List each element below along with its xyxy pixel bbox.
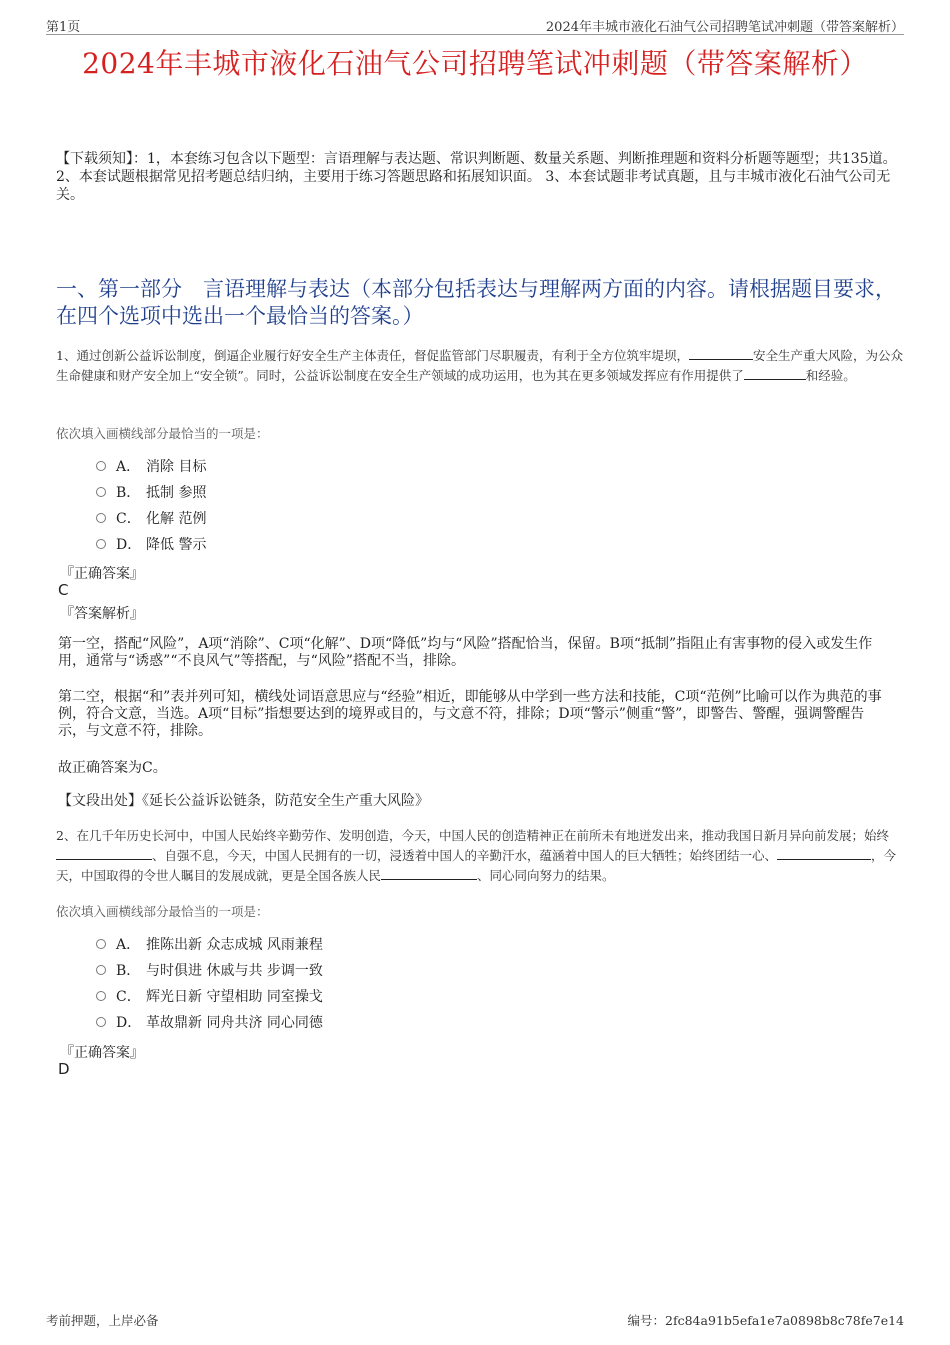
blank-line xyxy=(381,866,477,880)
blank-line xyxy=(689,346,753,360)
header-doc-title: 2024年丰城市液化石油气公司招聘笔试冲刺题（带答案解析） xyxy=(545,20,904,35)
blank-line xyxy=(56,846,152,860)
section-heading: 一、第一部分 言语理解与表达（本部分包括表达与理解两方面的内容。请根据题目要求，在四个选项中选出一个最恰当的答案。） xyxy=(56,277,896,328)
source-citation: 【文段出处】《延长公益诉讼链条，防范安全生产重大风险》 xyxy=(58,793,429,809)
radio-icon[interactable] xyxy=(96,461,106,471)
question-2-stem: 2、在几千年历史长河中，中国人民始终辛勤劳作、发明创造，今天，中国人民的创造精神正在前所未有地迸发出来，推动我国日新月异向前发展；始终、自强不息，今天，中国人民拥有的一切，浸透着中国人的辛勤汗水，蕴涵着中国人的巨大牺牲；始终团结一心、 ，今天，中国取得的令世人瞩目的发展成就，更是全国各族人民 、同心同向努力的结果。 xyxy=(56,828,897,883)
question-1-stem: 1、通过创新公益诉讼制度，倒逼企业履行好安全生产主体责任，督促监管部门尽职履责，有利于全方位筑牢堤坝， 安全生产重大风险，为公众生命健康和财产安全加上“安全锁”。同时，公益诉讼制度在安全生产领域的成功运用，也为其在更多领域发挥应有作用提供了 和经验。 xyxy=(56,348,903,383)
question-2-instruction: 依次填入画横线部分最恰当的一项是： xyxy=(56,904,269,919)
question-2-options xyxy=(96,931,496,1035)
footer-slogan: 考前押题，上岸必备 xyxy=(46,1313,159,1328)
footer-doc-id: 编号：2fc84a91b5efa1e7a0898b8c78fe7e14 xyxy=(627,1313,904,1328)
radio-icon[interactable] xyxy=(96,1017,106,1027)
answer-label: 『正确答案』 xyxy=(60,1045,144,1061)
analysis-paragraph: 第一空，搭配“风险”，A项“消除”、C项“化解”、D项“降低”均与“风险”搭配恰当，保留。B项“抵制”指阻止有害事物的侵入或发生作用，通常与“诱惑”“不良风气”等搭配，与“风险”搭配不当，排除。 xyxy=(58,636,873,669)
analysis-conclusion: 故正确答案为C。 xyxy=(58,760,167,776)
question-1-options xyxy=(96,453,496,557)
option-c[interactable]: C． 辉光日新 守望相助 同室操戈 xyxy=(96,983,496,1009)
option-c[interactable]: C． 化解 范例 xyxy=(96,505,496,531)
radio-icon[interactable] xyxy=(96,539,106,549)
option-b[interactable]: B． 与时俱进 休戚与共 步调一致 xyxy=(96,957,496,983)
page-header xyxy=(46,14,904,35)
page-number: 第1页 xyxy=(46,20,81,35)
blank-line xyxy=(777,846,871,860)
option-b[interactable]: B． 抵制 参照 xyxy=(96,479,496,505)
radio-icon[interactable] xyxy=(96,487,106,497)
option-d[interactable]: D． 革故鼎新 同舟共济 同心同德 xyxy=(96,1009,496,1035)
blank-line xyxy=(744,366,806,380)
option-a[interactable]: A． 推陈出新 众志成城 风雨兼程 xyxy=(96,931,496,957)
analysis-paragraph: 第二空，根据“和”表并列可知，横线处词语意思应与“经验”相近，即能够从中学到一些方法和技能，C项“范例”比喻可以作为典范的事例，符合文意，当选。A项“目标”指想要达到的境界或目的，与文意不符，排除；D项“警示”侧重“警”，即警告、警醒，强调警醒告示，与文意不符，排除。 xyxy=(58,689,882,739)
answer-label: 『正确答案』 xyxy=(60,566,144,582)
download-notice: 【下载须知】：1，本套练习包含以下题型：言语理解与表达题、常识判断题、数量关系题、判断推理题和资料分析题等题型；共135道。 2、本套试题根据常见招考题总结归纳，主要用于练习答题思路和拓展知识面。 3、本套试题非考试真题，且与丰城市液化石油气公司无关。 xyxy=(56,151,897,203)
radio-icon[interactable] xyxy=(96,939,106,949)
answer-value: D xyxy=(58,1060,70,1078)
radio-icon[interactable] xyxy=(96,991,106,1001)
option-a[interactable]: A． 消除 目标 xyxy=(96,453,496,479)
radio-icon[interactable] xyxy=(96,965,106,975)
radio-icon[interactable] xyxy=(96,513,106,523)
question-1-instruction: 依次填入画横线部分最恰当的一项是： xyxy=(56,426,269,441)
answer-value: C xyxy=(58,581,69,599)
option-d[interactable]: D． 降低 警示 xyxy=(96,531,496,557)
analysis-label: 『答案解析』 xyxy=(60,606,144,622)
document-title: 2024年丰城市液化石油气公司招聘笔试冲刺题（带答案解析） xyxy=(82,47,868,80)
